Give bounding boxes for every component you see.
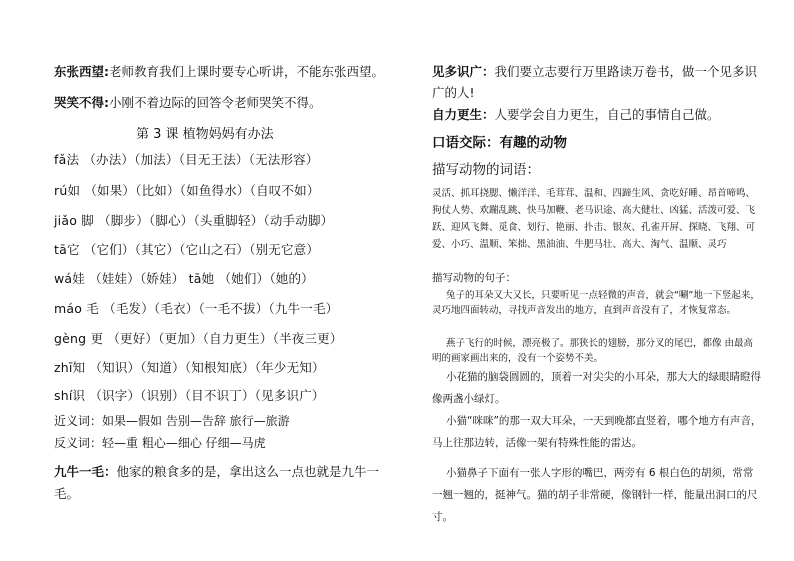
sentence-paragraph: 小花猫的脑袋圆圆的，顶着一对尖尖的小耳朵，那大大的绿眼睛瞪得像两盏小绿灯。 <box>432 371 761 405</box>
definition-jianduoshiguang: 见多识广：我们要立志要行万里路读万卷书，做一个见多识 <box>432 64 758 79</box>
word-row: jiǎo 脚 （脚步）（脚心）（头重脚轻）（动手动脚） <box>54 213 334 228</box>
sentence-paragraph: 小猫“咪咪”的那一双大耳朵，一天到晚都直竖着，哪个地方有声音，马上往那边转，活像一架有特殊性能的雷达。 <box>432 415 762 449</box>
definition-kuxiaobude: 哭笑不得:小刚不着边际的回答令老师哭笑不得。 <box>54 95 322 110</box>
definition-ziligengsheng: 自力更生：人要学会自力更生，自己的事情自己做。 <box>432 107 720 122</box>
definition-continuation: 毛。 <box>54 486 80 501</box>
sentence-paragraph: 燕子飞行的时候，漂亮极了。那狭长的翅膀，那分叉的尾巴，都像 由最高明的画家画出来的，没有一个姿势不美。 <box>432 338 754 364</box>
sentence-paragraph: 兔子的耳朵又大又长，只要听见一点轻微的声音，就会“唰”地一下竖起来，灵巧地四面转动，寻找声音发出的地方，直到声音没有了，才恢复常态。 <box>432 290 760 316</box>
antonyms-line: 反义词：轻—重 粗心—细心 仔细—马虎 <box>54 436 266 450</box>
definition-continuation: 广的人! <box>432 85 475 100</box>
word-row: tā它 （它们）（其它）（它山之石）（别无它意） <box>54 242 320 257</box>
word-row: fǎ法 （办法）（加法）（目无王法）（无法形容） <box>54 152 319 167</box>
definition-jiuniuyimao: 九牛一毛：他家的粮食多的是，拿出这么一点也就是九牛一 <box>54 464 380 479</box>
lesson-title: 第 3 课 植物妈妈有办法 <box>136 127 274 142</box>
word-row: wá娃 （娃娃）（娇娃） tā她 （她们）（她的） <box>54 271 314 286</box>
word-row: máo 毛 （毛发）（毛衣）（一毛不拔）（九牛一毛） <box>54 301 339 316</box>
synonyms-line: 近义词：如果—假如 告别—告辞 旅行—旅游 <box>54 414 290 428</box>
definition-dongzhangxiwang: 东张西望:老师教育我们上课时要专心听讲，不能东张西望。 <box>54 64 385 79</box>
subheading-vocab: 描写动物的词语： <box>432 162 540 178</box>
subheading-sentences: 描写动物的句子： <box>432 272 516 284</box>
word-row: gèng 更 （更好）（更加）（自力更生）（半夜三更） <box>54 331 343 346</box>
vocab-list: 灵活、抓耳挠腮、懒洋洋、毛茸茸、温和、四蹄生风、贪吃好睡、昂首啼鸣、狗仗人势、欢蹦乱跳、快马加鞭、老马识途、高大健壮、凶猛、活泼可爱、飞跃、迎风飞舞、觅食、划行、艳丽、扑击、银灰、孔雀开屏、探晓、飞翔、可爱、小巧、温顺、笨拙、黑油油、牛肥马壮、高大、淘气、温顺、灵巧 <box>432 188 756 250</box>
word-row: zhī知 （知识）（知道）（知根知底）（年少无知） <box>54 360 325 375</box>
sentence-paragraph: 小猫鼻子下面有一张人字形的嘴巴，两旁有 6 根白色的胡须，常常一翘一翘的，挺神气。猫的胡子非常硬，像钢针一样，能量出洞口的尺寸。 <box>432 467 758 523</box>
section-title: 口语交际：有趣的动物 <box>432 135 567 151</box>
word-row: shí识 （识字）（识别）（目不识丁）（见多识广） <box>54 388 325 403</box>
word-row: rú如 （如果）（比如）（如鱼得水）（自叹不如） <box>54 183 320 198</box>
